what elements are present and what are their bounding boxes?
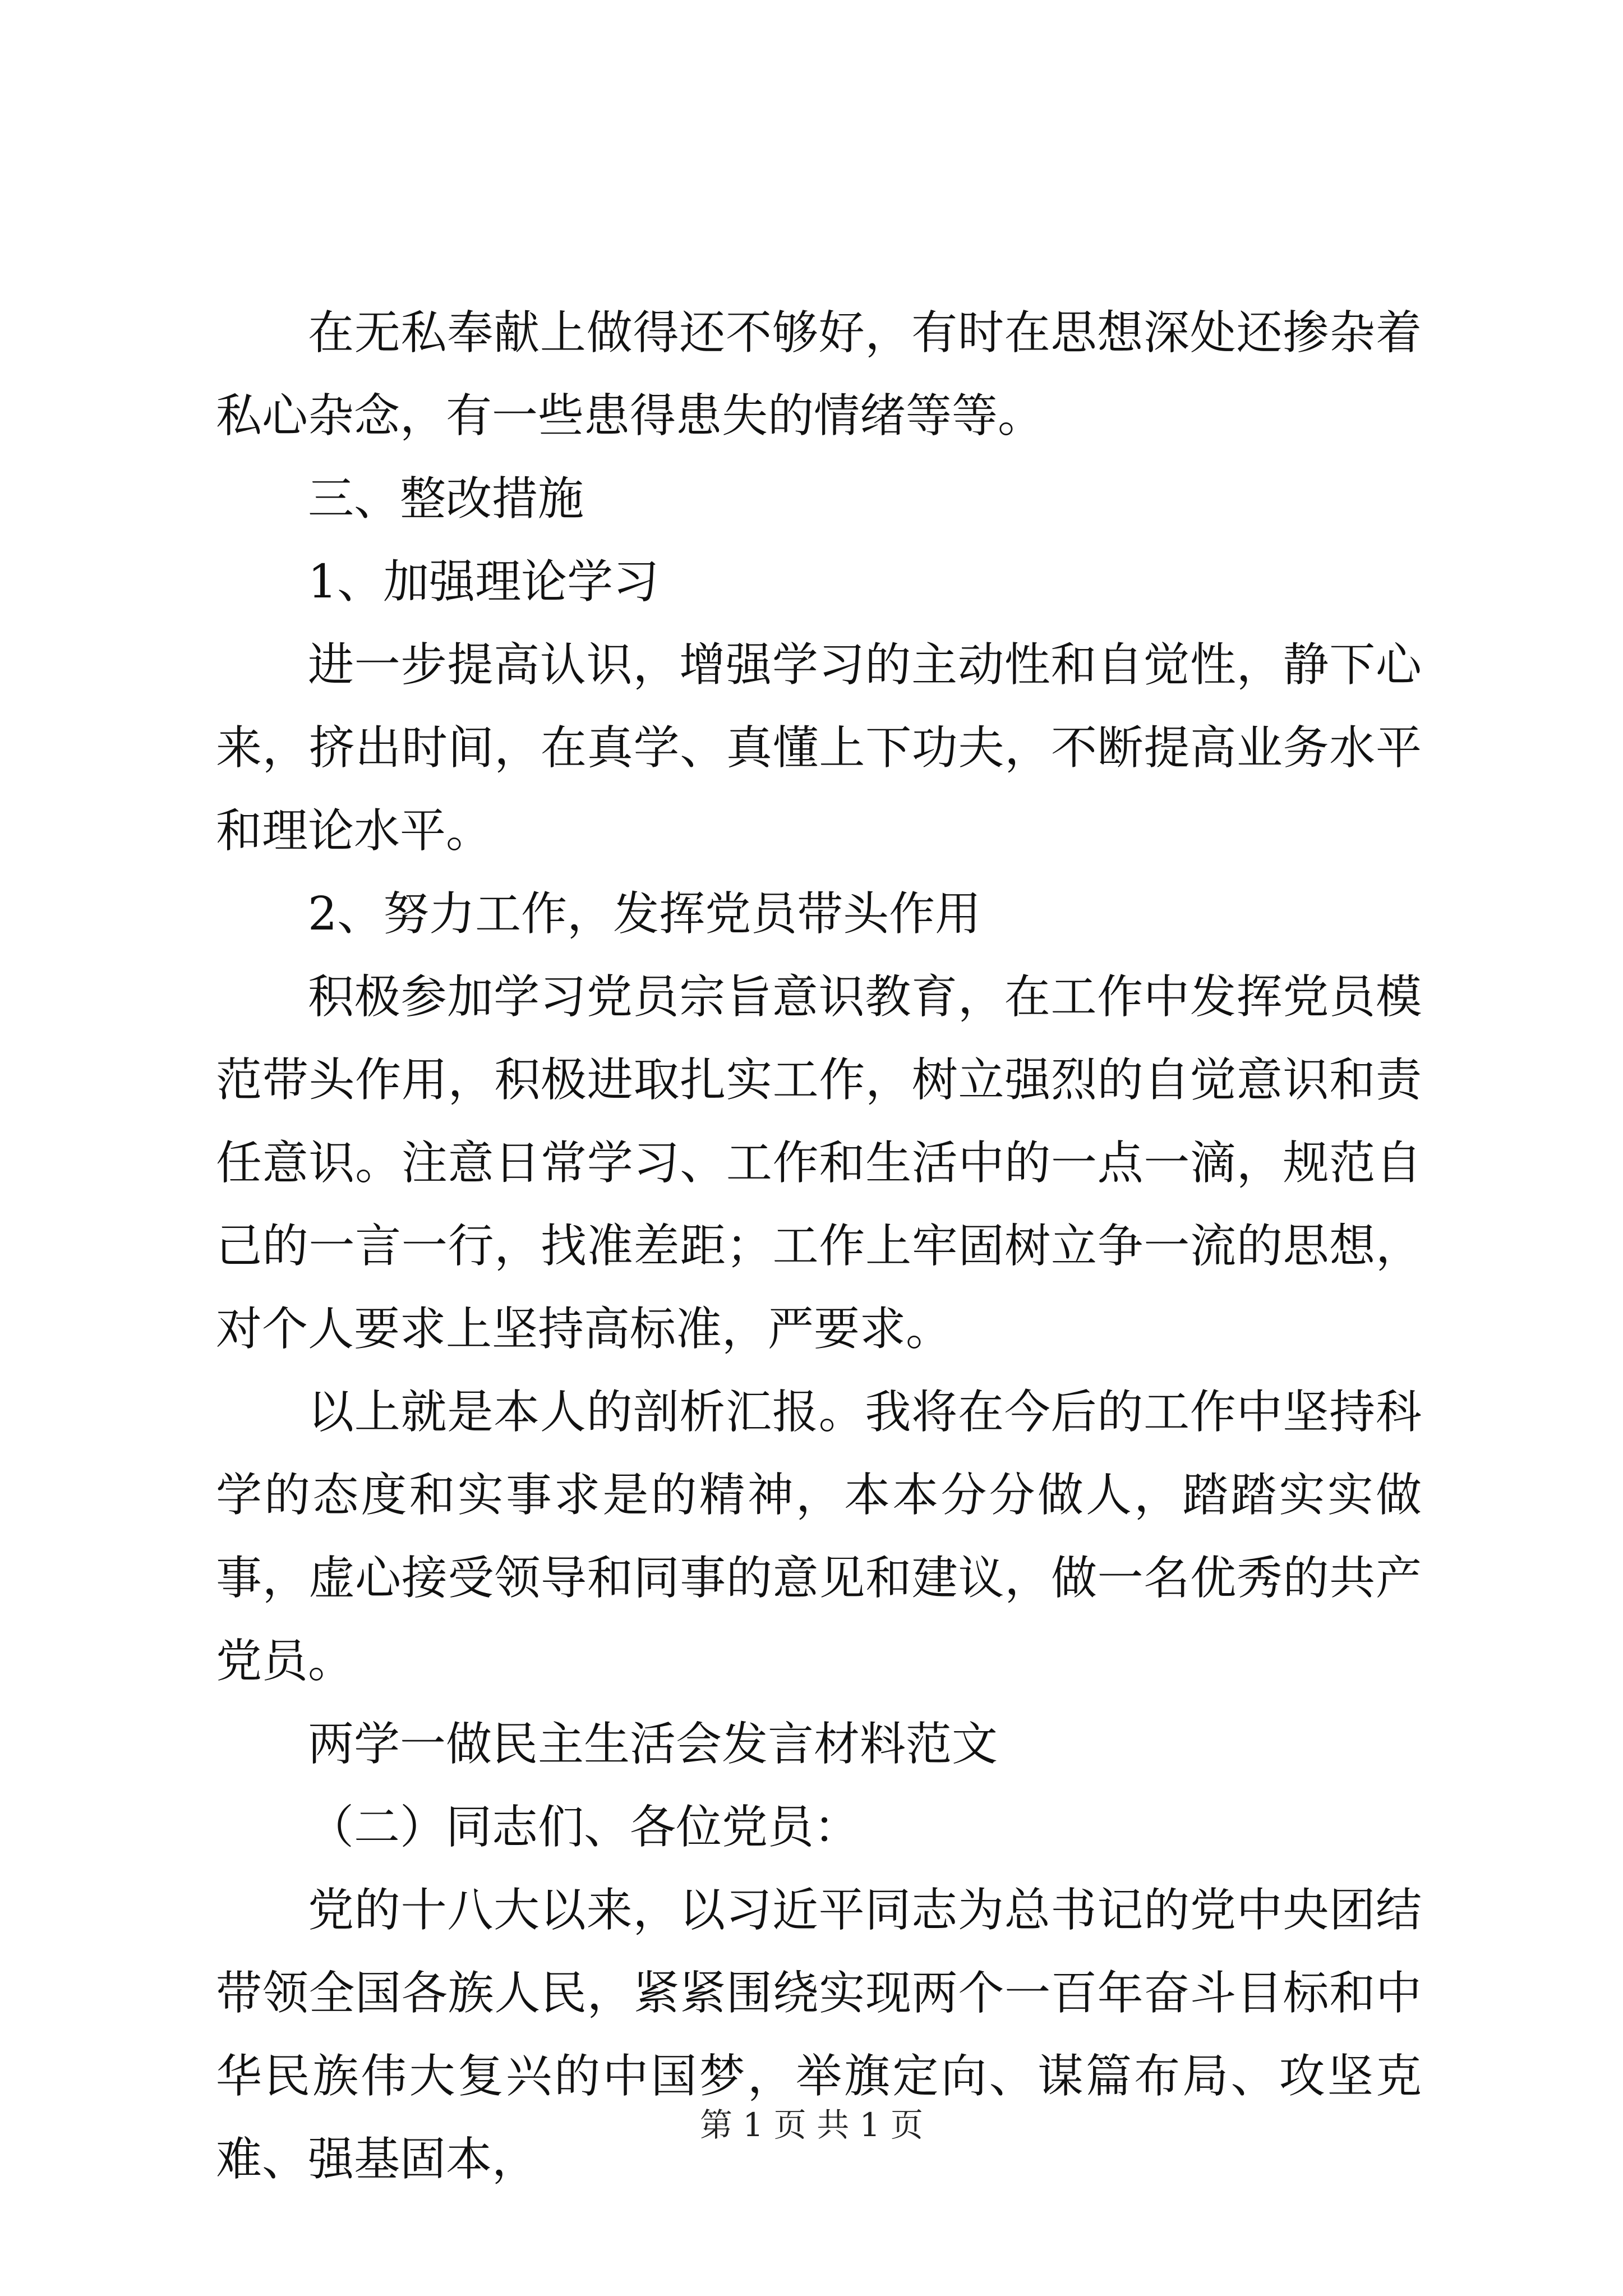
subheading-party-role: 2、努力工作，发挥党员带头作用 <box>308 887 981 941</box>
heading-rectification-measures: 三、整改措施 <box>308 472 584 526</box>
paragraph-theory-study: 进一步提高认识，增强学习的主动性和自觉性，静下心来，挤出时间，在真学、真懂上下功夫，不断提高业务水平和理论水平。 <box>216 638 1422 858</box>
paragraph-party-role: 积极参加学习党员宗旨意识教育，在工作中发挥党员模范带头作用，积极进取扎实工作，树立强烈的自觉意识和责任意识。注意日常学习、工作和生活中的一点一滴，规范自己的一言一行，找准差距；工作上牢固树立争一流的思想，对个人要求上坚持高标准，严要求。 <box>216 970 1422 1356</box>
document-body <box>216 292 1422 2201</box>
page-footer: 第 1 页 共 1 页 <box>700 2106 923 2144</box>
paragraph-opening: 党的十八大以来，以习近平同志为总书记的党中央团结带领全国各族人民，紧紧围绕实现两个一百年奋斗目标和中华民族伟大复兴的中国梦，举旗定向、谋篇布局、攻坚克难、强基固本， <box>216 1884 1422 2186</box>
subheading-theory-study: 1、加强理论学习 <box>308 555 660 609</box>
paragraph-conclusion: 以上就是本人的剖析汇报。我将在今后的工作中坚持科学的态度和实事求是的精神，本本分分做人，踏踏实实做事，虚心接受领导和同事的意见和建议，做一名优秀的共产党员。 <box>216 1386 1422 1688</box>
section-title-sample: 两学一做民主生活会发言材料范文 <box>308 1718 998 1771</box>
paragraph-self-criticism: 在无私奉献上做得还不够好，有时在思想深处还掺杂着私心杂念，有一些患得患失的情绪等等。 <box>216 306 1422 443</box>
salutation: （二）同志们、各位党员： <box>308 1801 860 1854</box>
